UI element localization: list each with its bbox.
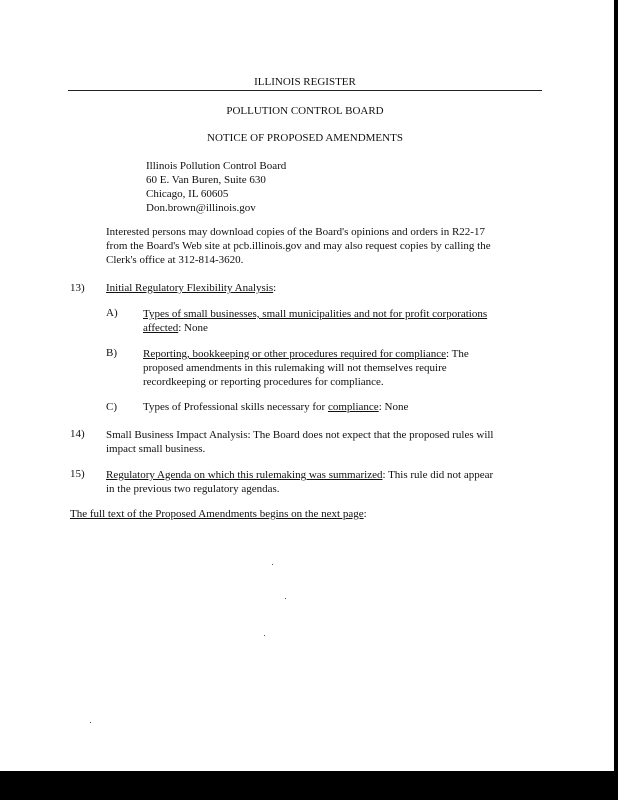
scan-edge-right [614,0,618,771]
header-rule [68,90,542,91]
item-13c-text [143,401,408,413]
item-14-line-2: impact small business. [106,443,206,455]
item-13b-line-2: proposed amendments in this rulemaking will not themselves require [143,362,447,374]
item-13a-label: A) [106,307,118,319]
closing-colon: : [363,508,367,520]
intro-paragraph [106,225,491,267]
item-15-line-2: in the previous two regulatory agendas. [106,483,280,495]
item-13-title-colon: : [273,282,277,294]
register-title: ILLINOIS REGISTER [254,76,356,88]
item-13b-text [143,347,469,389]
address-line-3: Chicago, IL 60605 [146,188,229,200]
item-15-heading: Regulatory Agenda on which this rulemaking was summarized [106,469,383,481]
scan-speck [90,722,91,723]
scan-speck [285,598,286,599]
notice-title: NOTICE OF PROPOSED AMENDMENTS [207,132,403,144]
item-14-text [106,428,494,456]
item-15-text [106,468,493,496]
item-13b-line-3: recordkeeping or reporting procedures for compliance. [143,376,384,388]
closing-text: The full text of the Proposed Amendments begins on the next page [70,508,364,520]
item-13c-answer: : None [378,401,409,413]
item-13c-pre: Types of Professional skills necessary for [143,401,328,413]
scan-speck [272,564,273,565]
closing-line [70,508,367,520]
intro-line-2: from the Board's Web site at pcb.illinois.gov and may also request copies by calling the [106,240,491,252]
item-13b-heading: Reporting, bookkeeping or other procedures required for compliance [143,348,447,360]
item-13-number: 13) [70,282,85,294]
item-15-number: 15) [70,468,85,480]
scan-speck [264,635,265,636]
item-14-number: 14) [70,428,85,440]
item-13a-affected: affected [143,322,179,334]
agency-title: POLLUTION CONTROL BOARD [226,105,384,117]
item-13a-line-1: Types of small businesses, small municipalities and not for profit corporations [143,308,488,320]
address-block [146,159,286,215]
item-13-title-text: Initial Regulatory Flexibility Analysis [106,282,274,294]
item-13b-label: B) [106,347,117,359]
item-15-heading-rest: : This rule did not appear [382,469,494,481]
item-13c-compliance: compliance [327,401,379,413]
item-13a-text [143,307,487,335]
scan-footer-bar [0,771,618,800]
item-13a-answer: : None [178,322,208,334]
address-line-2: 60 E. Van Buren, Suite 630 [146,174,266,186]
intro-line-1: Interested persons may download copies of the Board's opinions and orders in R22-17 [106,226,485,238]
intro-line-3: Clerk's office at 312-814-3620. [106,254,244,266]
item-13c-label: C) [106,401,117,413]
address-email: Don.brown@illinois.gov [146,202,256,214]
item-14-line-1: Small Business Impact Analysis: The Board does not expect that the proposed rules will [106,429,494,441]
item-13b-heading-rest: : The [446,348,469,360]
item-13-title [106,282,276,294]
address-line-1: Illinois Pollution Control Board [146,160,287,172]
